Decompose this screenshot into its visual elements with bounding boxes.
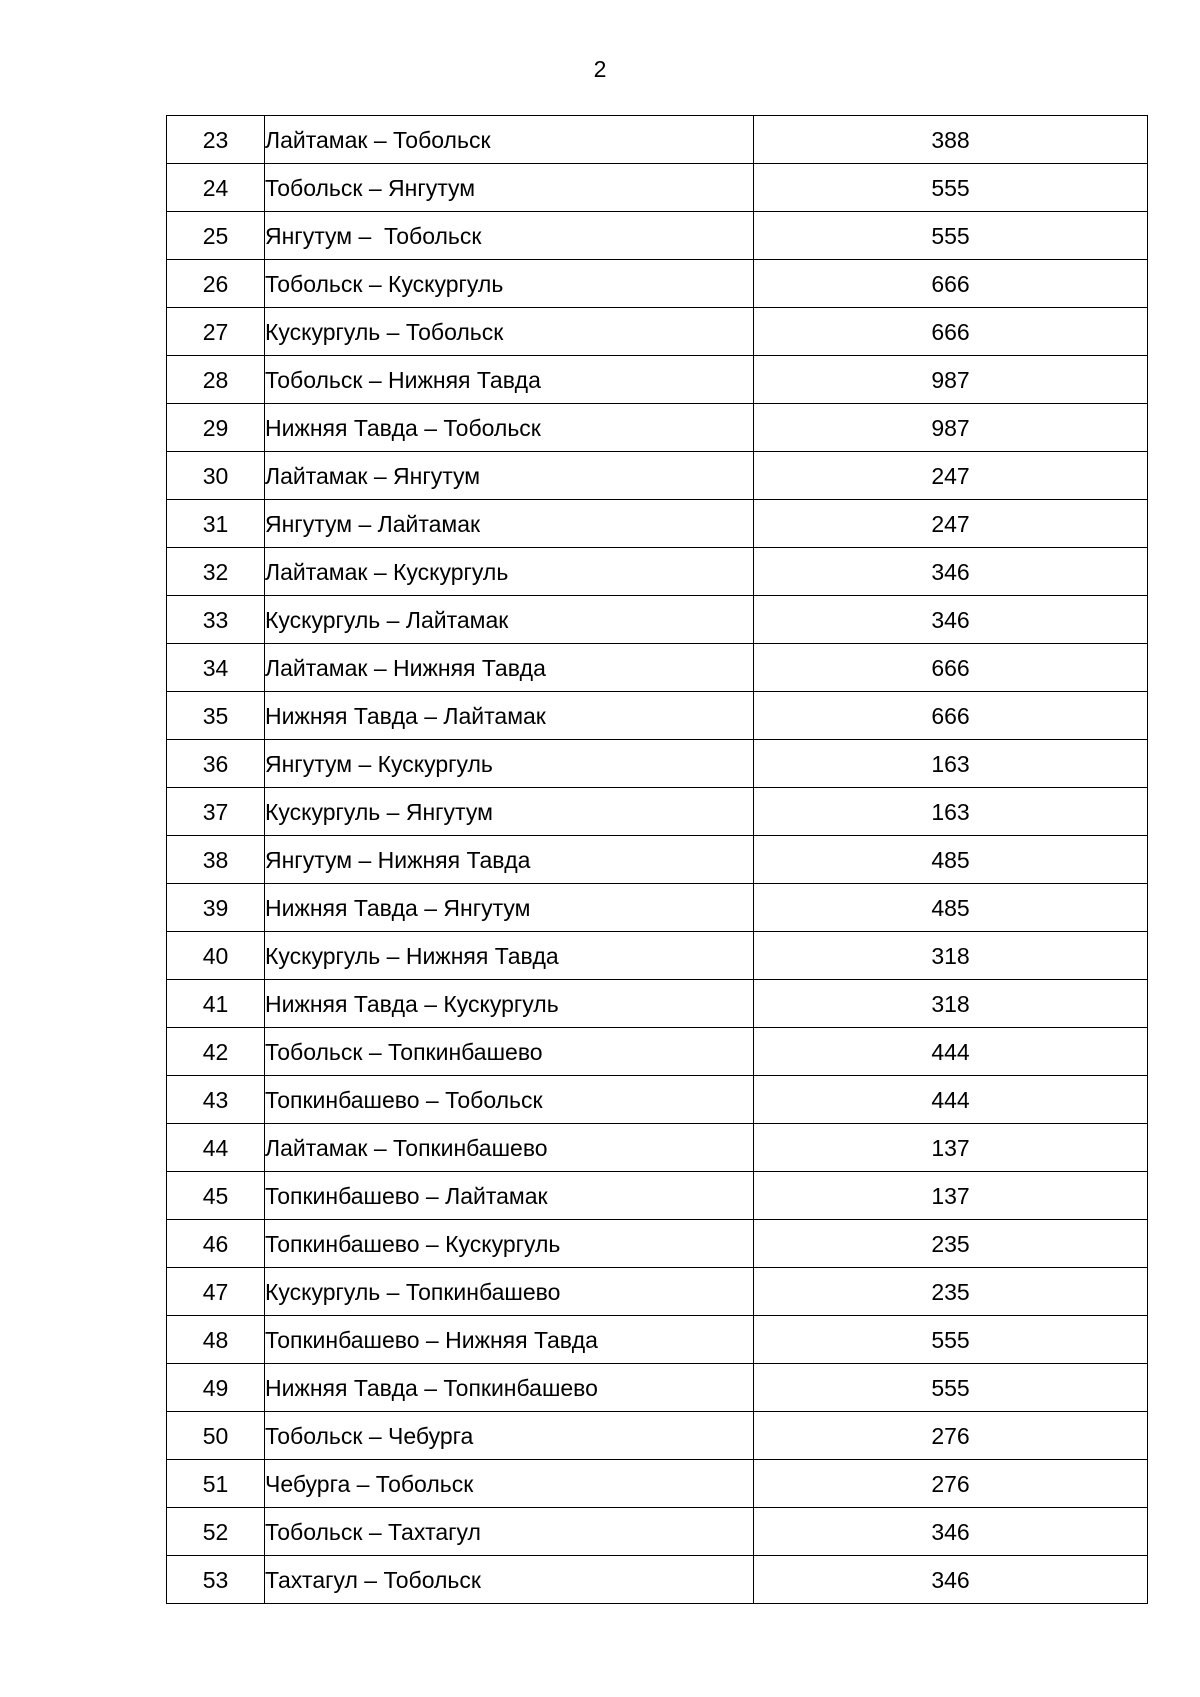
route-name: Чебурга – Тобольск	[265, 1460, 754, 1508]
table-row	[167, 308, 1148, 356]
row-number: 53	[167, 1556, 265, 1604]
row-number: 50	[167, 1412, 265, 1460]
route-distance: 485	[754, 836, 1148, 884]
table-row	[167, 260, 1148, 308]
route-name: Янгутум – Тобольск	[265, 212, 754, 260]
row-number: 39	[167, 884, 265, 932]
route-name: Топкинбашево – Кускургуль	[265, 1220, 754, 1268]
row-number: 45	[167, 1172, 265, 1220]
route-name: Тобольск – Тахтагул	[265, 1508, 754, 1556]
routes-table-body	[167, 116, 1148, 1604]
table-row	[167, 980, 1148, 1028]
route-name: Нижняя Тавда – Топкинбашево	[265, 1364, 754, 1412]
table-row	[167, 740, 1148, 788]
table-row	[167, 1364, 1148, 1412]
table-row	[167, 404, 1148, 452]
route-name: Кускургуль – Нижняя Тавда	[265, 932, 754, 980]
table-row	[167, 932, 1148, 980]
route-name: Тобольск – Чебурга	[265, 1412, 754, 1460]
route-name: Нижняя Тавда – Тобольск	[265, 404, 754, 452]
table-row	[167, 1076, 1148, 1124]
table-row	[167, 356, 1148, 404]
row-number: 49	[167, 1364, 265, 1412]
route-name: Янгутум – Лайтамак	[265, 500, 754, 548]
route-distance: 388	[754, 116, 1148, 164]
route-name: Кускургуль – Топкинбашево	[265, 1268, 754, 1316]
table-row	[167, 788, 1148, 836]
routes-table	[166, 115, 1148, 1604]
table-row	[167, 1412, 1148, 1460]
route-distance: 666	[754, 308, 1148, 356]
route-distance: 555	[754, 1316, 1148, 1364]
route-name: Лайтамак – Тобольск	[265, 116, 754, 164]
route-distance: 276	[754, 1460, 1148, 1508]
table-row	[167, 1508, 1148, 1556]
row-number: 35	[167, 692, 265, 740]
row-number: 25	[167, 212, 265, 260]
route-distance: 318	[754, 932, 1148, 980]
route-distance: 555	[754, 1364, 1148, 1412]
route-name: Кускургуль – Янгутум	[265, 788, 754, 836]
row-number: 42	[167, 1028, 265, 1076]
route-name: Нижняя Тавда – Кускургуль	[265, 980, 754, 1028]
row-number: 46	[167, 1220, 265, 1268]
route-distance: 444	[754, 1028, 1148, 1076]
table-row	[167, 212, 1148, 260]
row-number: 48	[167, 1316, 265, 1364]
route-distance: 346	[754, 1556, 1148, 1604]
route-name: Нижняя Тавда – Лайтамак	[265, 692, 754, 740]
route-distance: 346	[754, 596, 1148, 644]
table-row	[167, 596, 1148, 644]
row-number: 47	[167, 1268, 265, 1316]
row-number: 28	[167, 356, 265, 404]
route-name: Лайтамак – Кускургуль	[265, 548, 754, 596]
route-name: Лайтамак – Нижняя Тавда	[265, 644, 754, 692]
route-distance: 235	[754, 1268, 1148, 1316]
route-distance: 247	[754, 452, 1148, 500]
table-row	[167, 1268, 1148, 1316]
route-name: Топкинбашево – Нижняя Тавда	[265, 1316, 754, 1364]
route-distance: 987	[754, 404, 1148, 452]
table-row	[167, 692, 1148, 740]
route-name: Тобольск – Янгутум	[265, 164, 754, 212]
route-distance: 485	[754, 884, 1148, 932]
route-distance: 163	[754, 788, 1148, 836]
route-distance: 276	[754, 1412, 1148, 1460]
table-row	[167, 1460, 1148, 1508]
table-row	[167, 1124, 1148, 1172]
route-distance: 137	[754, 1124, 1148, 1172]
route-distance: 137	[754, 1172, 1148, 1220]
row-number: 26	[167, 260, 265, 308]
row-number: 41	[167, 980, 265, 1028]
route-distance: 555	[754, 212, 1148, 260]
route-distance: 163	[754, 740, 1148, 788]
row-number: 52	[167, 1508, 265, 1556]
route-name: Лайтамак – Топкинбашево	[265, 1124, 754, 1172]
table-row	[167, 452, 1148, 500]
route-name: Тобольск – Топкинбашево	[265, 1028, 754, 1076]
table-row	[167, 116, 1148, 164]
route-distance: 318	[754, 980, 1148, 1028]
row-number: 27	[167, 308, 265, 356]
table-row	[167, 1556, 1148, 1604]
route-distance: 444	[754, 1076, 1148, 1124]
table-row	[167, 836, 1148, 884]
route-distance: 666	[754, 260, 1148, 308]
row-number: 31	[167, 500, 265, 548]
table-row	[167, 1028, 1148, 1076]
route-distance: 247	[754, 500, 1148, 548]
row-number: 24	[167, 164, 265, 212]
route-distance: 666	[754, 644, 1148, 692]
route-distance: 666	[754, 692, 1148, 740]
row-number: 38	[167, 836, 265, 884]
row-number: 44	[167, 1124, 265, 1172]
row-number: 51	[167, 1460, 265, 1508]
table-row	[167, 1172, 1148, 1220]
table-row	[167, 884, 1148, 932]
route-name: Нижняя Тавда – Янгутум	[265, 884, 754, 932]
row-number: 23	[167, 116, 265, 164]
table-row	[167, 164, 1148, 212]
route-distance: 346	[754, 548, 1148, 596]
route-name: Янгутум – Кускургуль	[265, 740, 754, 788]
table-row	[167, 1220, 1148, 1268]
row-number: 37	[167, 788, 265, 836]
row-number: 43	[167, 1076, 265, 1124]
route-name: Топкинбашево – Лайтамак	[265, 1172, 754, 1220]
row-number: 30	[167, 452, 265, 500]
route-name: Тобольск – Кускургуль	[265, 260, 754, 308]
row-number: 32	[167, 548, 265, 596]
row-number: 40	[167, 932, 265, 980]
route-distance: 235	[754, 1220, 1148, 1268]
route-name: Тахтагул – Тобольск	[265, 1556, 754, 1604]
route-name: Янгутум – Нижняя Тавда	[265, 836, 754, 884]
route-name: Топкинбашево – Тобольск	[265, 1076, 754, 1124]
route-name: Лайтамак – Янгутум	[265, 452, 754, 500]
row-number: 36	[167, 740, 265, 788]
table-row	[167, 644, 1148, 692]
table-row	[167, 500, 1148, 548]
route-name: Кускургуль – Тобольск	[265, 308, 754, 356]
route-distance: 346	[754, 1508, 1148, 1556]
row-number: 34	[167, 644, 265, 692]
route-distance: 987	[754, 356, 1148, 404]
route-name: Кускургуль – Лайтамак	[265, 596, 754, 644]
row-number: 33	[167, 596, 265, 644]
page-number: 2	[593, 56, 607, 82]
row-number: 29	[167, 404, 265, 452]
route-distance: 555	[754, 164, 1148, 212]
table-row	[167, 548, 1148, 596]
route-name: Тобольск – Нижняя Тавда	[265, 356, 754, 404]
table-row	[167, 1316, 1148, 1364]
